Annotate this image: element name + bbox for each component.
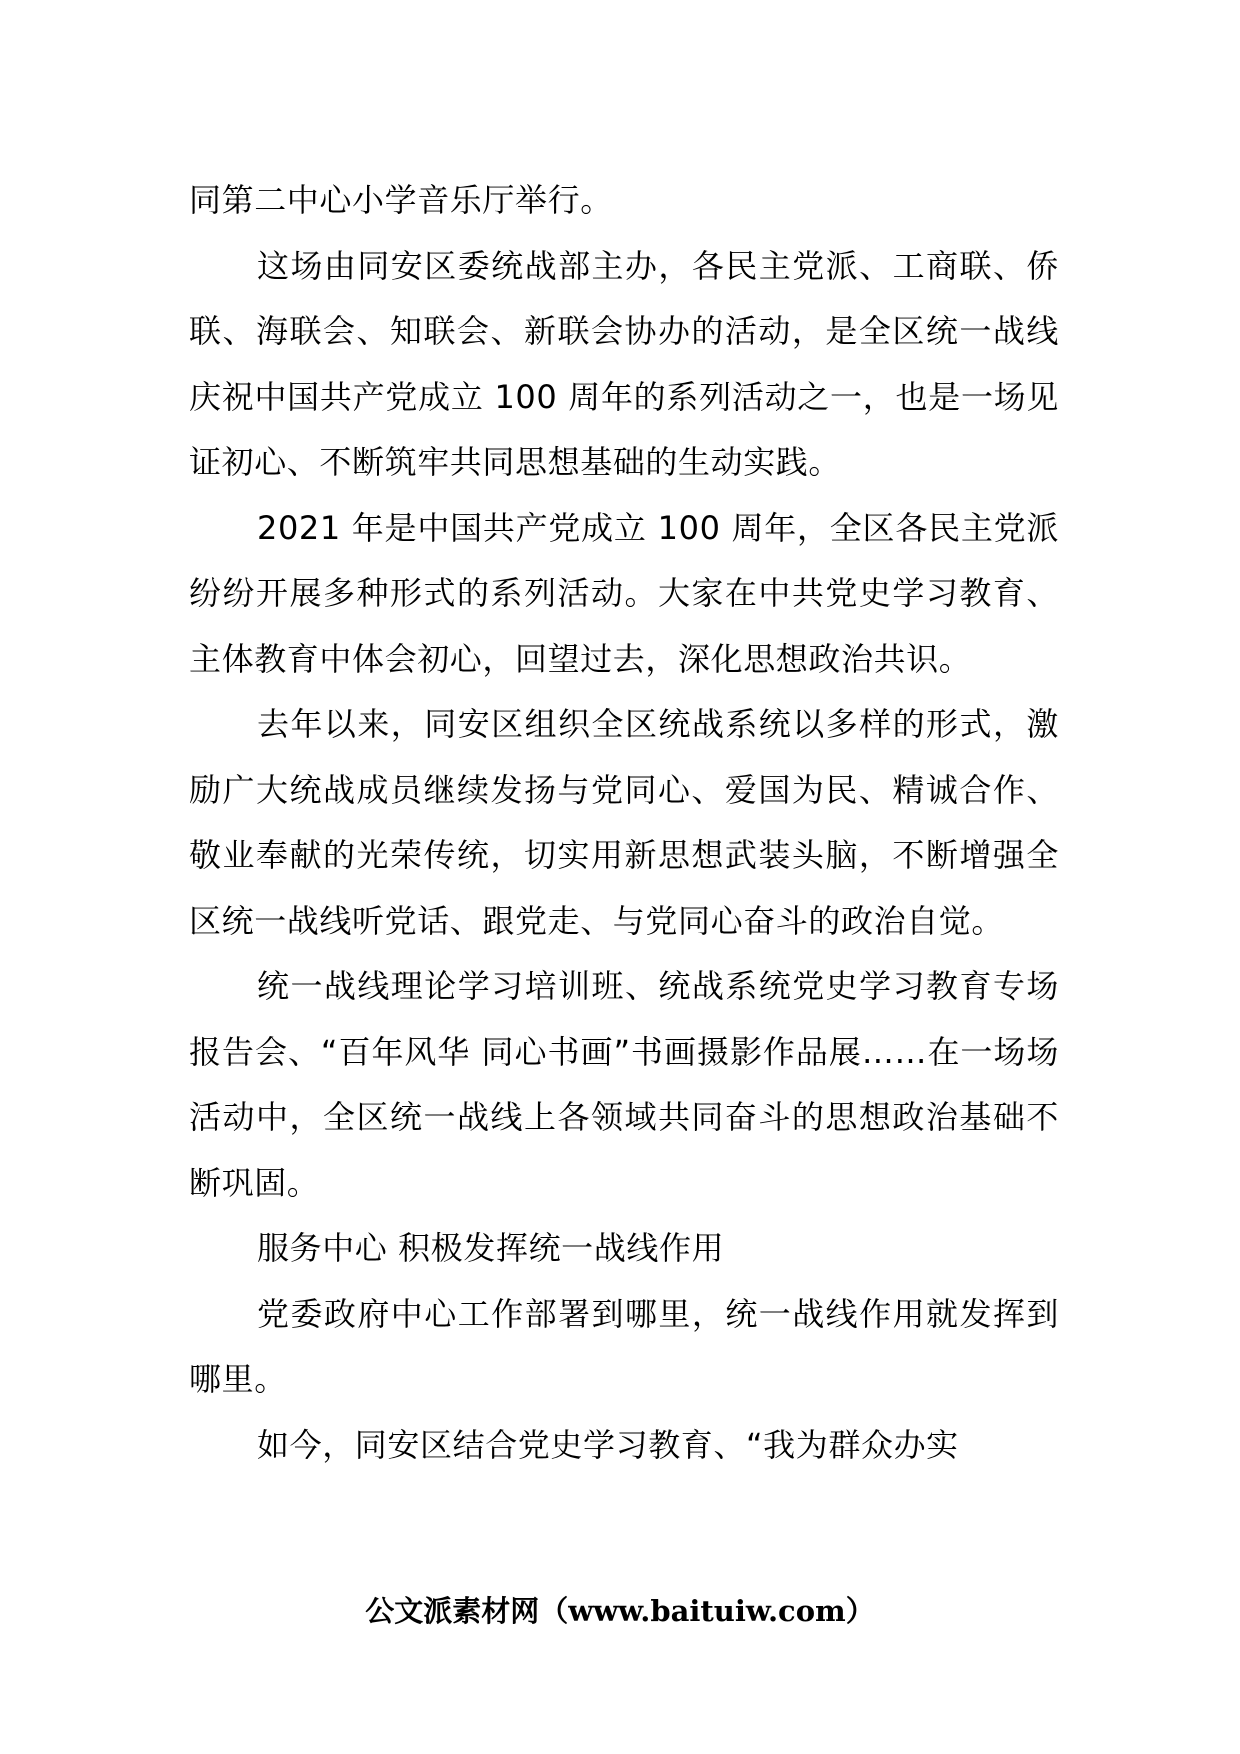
paragraph-4: 去年以来，同安区组织全区统战系统以多样的形式，激励广大统战成员继续发扬与党同心、爱国为民、精诚合作、敬业奉献的光荣传统，切实用新思想武装头脑，不断增强全区统一战线听党话、跟党走、与党同心奋斗的政治自觉。 [189,705,1059,940]
paragraph-3: 2021 年是中国共产党成立 100 周年，全区各民主党派纷纷开展多种形式的系列活动。大家在中共党史学习教育、主体教育中体会初心，回望过去，深化思想政治共识。 [189,508,1059,678]
paragraph-2: 这场由同安区委统战部主办，各民主党派、工商联、侨联、海联会、知联会、新联会协办的活动，是全区统一战线庆祝中国共产党成立 100 周年的系列活动之一，也是一场见证初心、不断筑牢共同思想基础的生动实践。 [189,246,1059,481]
section-heading: 服务中心 积极发挥统一战线作用 [257,1229,725,1267]
paragraph-7: 如今，同安区结合党史学习教育、“我为群众办实 [257,1425,959,1464]
paragraph-5: 统一战线理论学习培训班、统战系统党史学习教育专场报告会、“百年风华 同心书画”书画摄影作品展……在一场场活动中，全区统一战线上各领域共同奋斗的思想政治基础不断巩固。 [189,967,1059,1202]
footer-watermark: 公文派素材网（www.baituiw.com） [365,1594,875,1628]
paragraph-6: 党委政府中心工作部署到哪里，统一战线作用就发挥到哪里。 [189,1294,1059,1398]
paragraph-1: 同第二中心小学音乐厅举行。 [189,181,613,219]
document-body [189,168,1059,1478]
